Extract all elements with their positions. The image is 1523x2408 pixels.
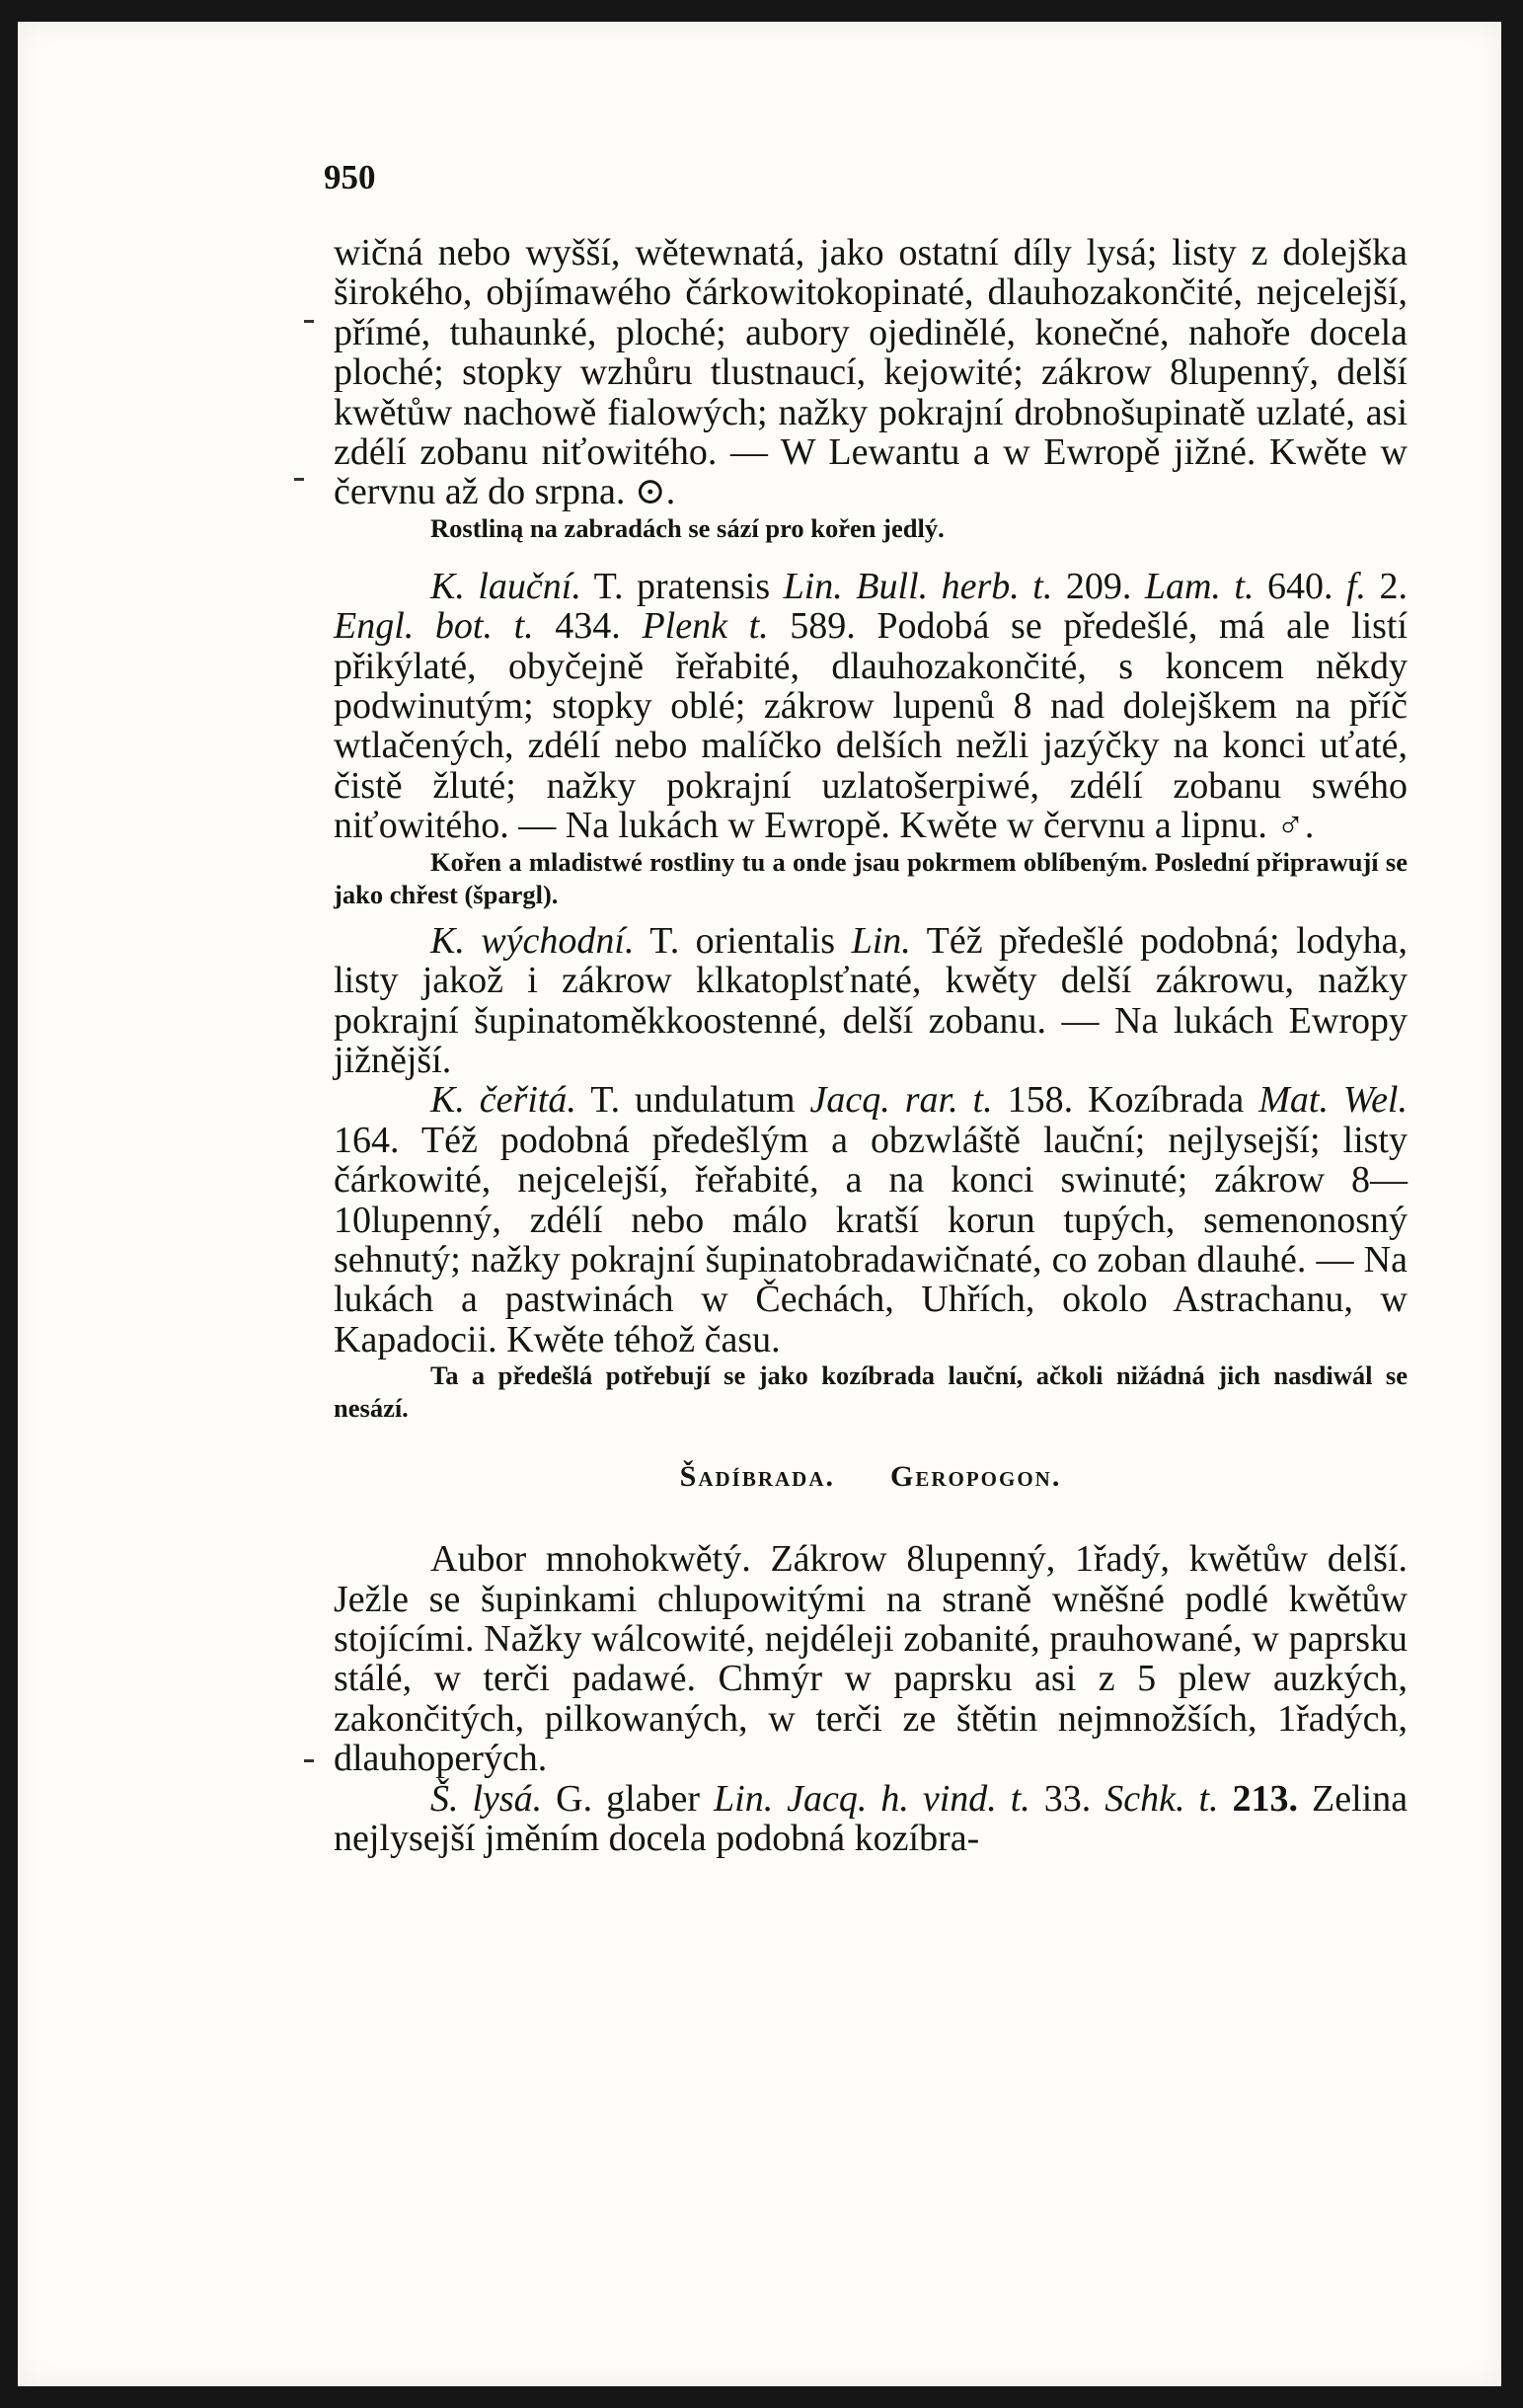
species-entry-cerita bbox=[334, 1080, 1408, 1359]
reference: Mat. Wel. bbox=[1258, 1079, 1408, 1122]
reference-number: 33. bbox=[1043, 1777, 1092, 1820]
species-name: K. wýchodní. bbox=[430, 919, 635, 962]
species-entry-lucni bbox=[334, 567, 1408, 846]
reference-number: 213. bbox=[1232, 1777, 1299, 1820]
species-description: Podobá se předešlé, má ale listí přikýlaté, obyčejně řeřabité, dlauhozakončité, s koncem někdy podwinutým; stopky oblé; zákrow lupenů 8 nad dolejškem na příč wtlačených, zdélí nebo malíčko delších nežli jazýčky na konci uťaté, čistě žluté; nažky pokrajní uzlatošerpiwé, zdélí zobanu swého niťowitého. — Na lukách w Ewropě. Kwěte w červnu a lipnu. ♂. bbox=[334, 605, 1409, 847]
reference-number: 158. bbox=[1007, 1079, 1074, 1122]
page-number: 950 bbox=[324, 158, 376, 196]
usage-note-2: Kořen a mladistwé rostliny tu a onde jsau pokrmem oblíbeným. Poslední připrawují se jako chřest (špargl). bbox=[334, 846, 1408, 909]
reference: Lin. Bull. herb. t. bbox=[783, 565, 1053, 607]
reference: Engl. bot. t. bbox=[334, 605, 534, 648]
genus-description: Aubor mnohokwětý. Zákrow 8lupenný, 1řadý, kwětůw delší. Ježle se šupinkami chlupowitými na straně wněšné podlé kwětůw stojícími. Nažky wálcowité, nejdéleji zobanité, prauhowané, w paprsku stálé, w terči padawé. Chmýr w paprsku asi z 5 plew auzkých, zakončitých, pilkowaných, w terči ze štětin nejmnožších, 1řadých, dlauhoperých. bbox=[334, 1538, 1408, 1780]
species-name: K. lauční. bbox=[430, 565, 581, 607]
usage-note-3: Ta a předešlá potřebují se jako kozíbrada lauční, ačkoli nižádná jich nasdiwál se nesází. bbox=[334, 1360, 1408, 1424]
latin-name: T. undulatum bbox=[590, 1079, 796, 1122]
margin-mark bbox=[304, 320, 314, 323]
species-description: Též předešlé podobná; lodyha, listy jakož i zákrow klkatoplsťnaté, kwěty delší zákrowu, nažky pokrajní šupinatoměkkoostenné, delší zobanu. — Na lukách Ewropy jižnější. bbox=[334, 919, 1408, 1081]
species-description: Též podobná předešlým a obzwláště lauční; nejlysejší; listy čárkowité, nejcelejší, řeřabité, a na konci swinuté; zákrow 8—10lupenný, zdélí nebo málo kratší korun tupých, semenonosný sehnutý; nažky pokrajní šupinatobradawičnaté, co zoban dlauhé. — Na lukách a pastwinách w Čechách, Uhřích, okolo Astrachanu, w Kapadocii. Kwěte téhož času. bbox=[334, 1119, 1408, 1360]
species-entry-lysa bbox=[334, 1779, 1408, 1859]
margin-mark bbox=[294, 478, 304, 481]
reference-number: 640. bbox=[1266, 565, 1333, 607]
reference: Lin. Jacq. h. vind. t. bbox=[714, 1777, 1030, 1820]
reference-number: 589. bbox=[790, 605, 856, 648]
reference: Lam. t. bbox=[1144, 565, 1255, 607]
reference: Lin. bbox=[851, 919, 911, 962]
reference: Schk. t. bbox=[1104, 1777, 1219, 1820]
margin-mark bbox=[304, 1759, 314, 1762]
reference: Jacq. rar. t. bbox=[809, 1079, 993, 1122]
paragraph-description-continued: wičná nebo wyšší, wětewnatá, jako ostatní díly lysá; listy z dolejška širokého, objímawého čárkowitokopinaté, dlauhozakončité, nejcelejší, přímé, tuhaunké, ploché; aubory ojedinělé, konečné, nahoře docela ploché; stopky wzhůru tlustnaucí, kejowité; zákrow 8lupenný, delší kwětůw nachowě fialowých; nažky pokrajní drobnošupinatě uzlaté, asi zdélí zobanu niťowitého. — W Lewantu a w Ewropě jižné. Kwěte w červnu až do srpna. ⊙. bbox=[334, 232, 1408, 513]
reference-number: 209. bbox=[1065, 565, 1132, 607]
page-text bbox=[334, 233, 1408, 1858]
usage-note-1: Rostliną na zabradách se sází pro kořen jedlý. bbox=[430, 512, 945, 543]
genus-heading bbox=[334, 1460, 1408, 1494]
reference-number: 2. bbox=[1379, 565, 1409, 607]
genus-latin-name: Geropogon. bbox=[890, 1460, 1062, 1494]
species-description: Zelina nejlysejší jměním docela podobná kozíbra- bbox=[334, 1777, 1409, 1859]
alternate-name: Kozíbrada bbox=[1088, 1079, 1245, 1122]
reference-number: 434. bbox=[555, 605, 621, 648]
species-name: K. čeřitá. bbox=[430, 1079, 576, 1122]
latin-name: G. glaber bbox=[556, 1777, 701, 1820]
genus-czech-name: Šadíbrada. bbox=[679, 1460, 835, 1494]
reference-number: 164. bbox=[334, 1119, 400, 1161]
reference: Plenk t. bbox=[642, 605, 769, 648]
latin-name: T. orientalis bbox=[649, 919, 836, 962]
species-name: Š. lysá. bbox=[430, 1777, 543, 1820]
species-entry-wychodni bbox=[334, 921, 1408, 1081]
latin-name: T. pratensis bbox=[593, 565, 771, 607]
reference: f. bbox=[1345, 565, 1367, 607]
